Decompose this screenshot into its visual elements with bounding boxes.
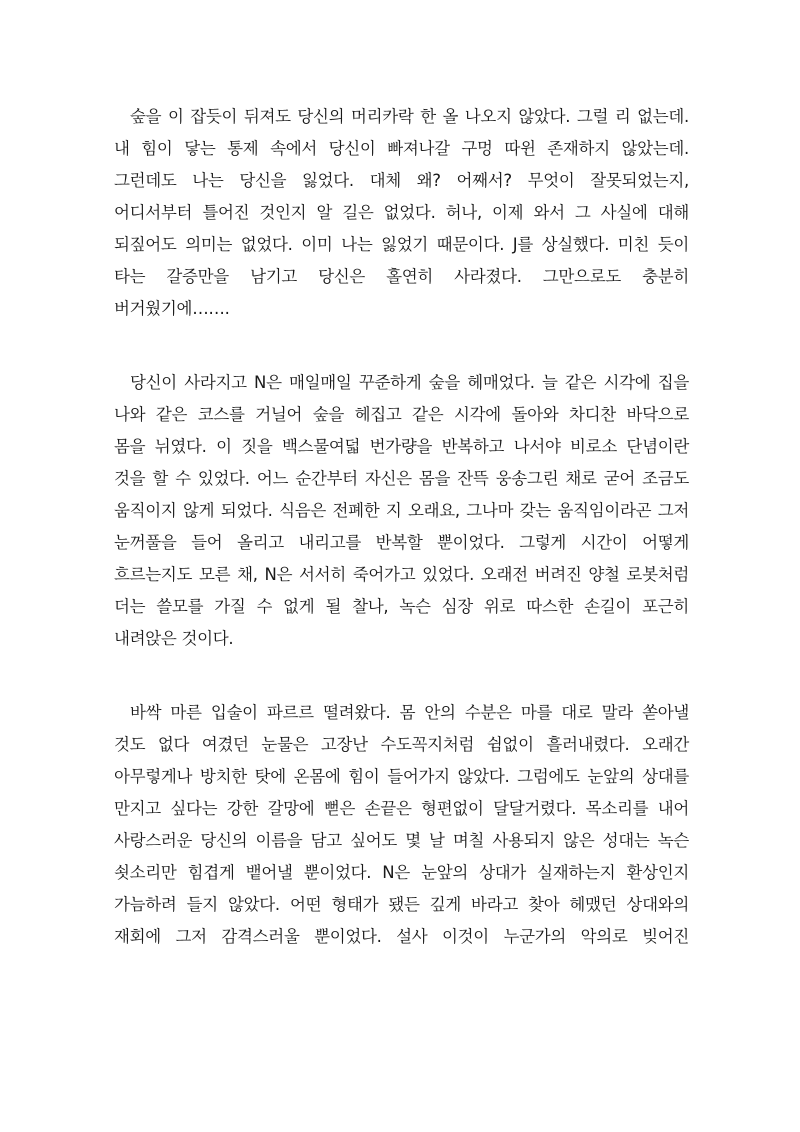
text-line: 쇳소리만 힘겹게 뱉어낼 뿐이었다. N은 눈앞의 상대가 실재하는지 환상인지 [114,863,689,882]
text-line: 당신이 사라지고 N은 매일매일 꾸준하게 숲을 헤매었다. 늘 같은 시각에 집을 [130,373,689,392]
paragraph-2 [114,367,689,655]
text-line: 흐르는지도 모른 채, N은 서서히 죽어가고 있었다. 오래전 버려진 양철 로봇처럼 [114,565,689,584]
text-line: 만지고 싶다는 강한 갈망에 뻗은 손끝은 형편없이 달달거렸다. 목소리를 내어 [114,799,689,818]
text-line: 가늠하려 들지 않았다. 어떤 형태가 됐든 깊게 바라고 찾아 헤맸던 상대와의 [114,895,689,914]
text-line: 내 힘이 닿는 통제 속에서 당신이 빠져나갈 구멍 따윈 존재하지 않았는데. [114,139,689,158]
paragraph-1 [114,101,689,325]
text-line: 재회에 그저 감격스러울 뿐이었다. 설사 이것이 누군가의 악의로 빚어진 [114,927,689,946]
text-line: 숲을 이 잡듯이 뒤져도 당신의 머리카락 한 올 나오지 않았다. 그럴 리 없는데. [130,107,689,126]
text-line: 버거웠기에……. [114,299,230,318]
text-line: 내려앉은 것이다. [114,629,234,648]
text-line: 아무렇게나 방치한 탓에 온몸에 힘이 들어가지 않았다. 그럼에도 눈앞의 상대를 [114,767,689,786]
text-line: 타는 갈증만을 남기고 당신은 홀연히 사라졌다. 그만으로도 충분히 [114,267,689,286]
text-line: 사랑스러운 당신의 이름을 담고 싶어도 몇 날 며칠 사용되지 않은 성대는 녹슨 [114,831,689,850]
text-line: 바싹 마른 입술이 파르르 떨려왔다. 몸 안의 수분은 마를 대로 말라 쏟아낼 [130,703,689,722]
paragraph-gap [114,655,689,697]
body-text [114,101,689,953]
text-line: 더는 쓸모를 가질 수 없게 될 찰나, 녹슨 심장 위로 따스한 손길이 포근히 [114,597,689,616]
text-line: 몸을 뉘였다. 이 짓을 백스물여덟 번가량을 반복하고 나서야 비로소 단념이란 [114,437,689,456]
paragraph-gap [114,325,689,367]
paragraph-3 [114,697,689,953]
text-line: 것을 할 수 있었다. 어느 순간부터 자신은 몸을 잔뜩 웅송그린 채로 굳어 조금도 [114,469,689,488]
text-line: 그런데도 나는 당신을 잃었다. 대체 왜? 어째서? 무엇이 잘못되었는지, [114,171,689,190]
text-line: 눈꺼풀을 들어 올리고 내리고를 반복할 뿐이었다. 그렇게 시간이 어떻게 [114,533,689,552]
text-line: 움직이지 않게 되었다. 식음은 전폐한 지 오래요, 그나마 갖는 움직임이라곤 그저 [114,501,689,520]
text-line: 되짚어도 의미는 없었다. 이미 나는 잃었기 때문이다. J를 상실했다. 미친 듯이 [114,235,689,254]
text-line: 어디서부터 틀어진 것인지 알 길은 없었다. 허나, 이제 와서 그 사실에 대해 [114,203,689,222]
text-line: 나와 같은 코스를 거닐어 숲을 헤집고 같은 시각에 돌아와 차디찬 바닥으로 [114,405,689,424]
text-line: 것도 없다 여겼던 눈물은 고장난 수도꼭지처럼 쉼없이 흘러내렸다. 오래간 [114,735,689,754]
